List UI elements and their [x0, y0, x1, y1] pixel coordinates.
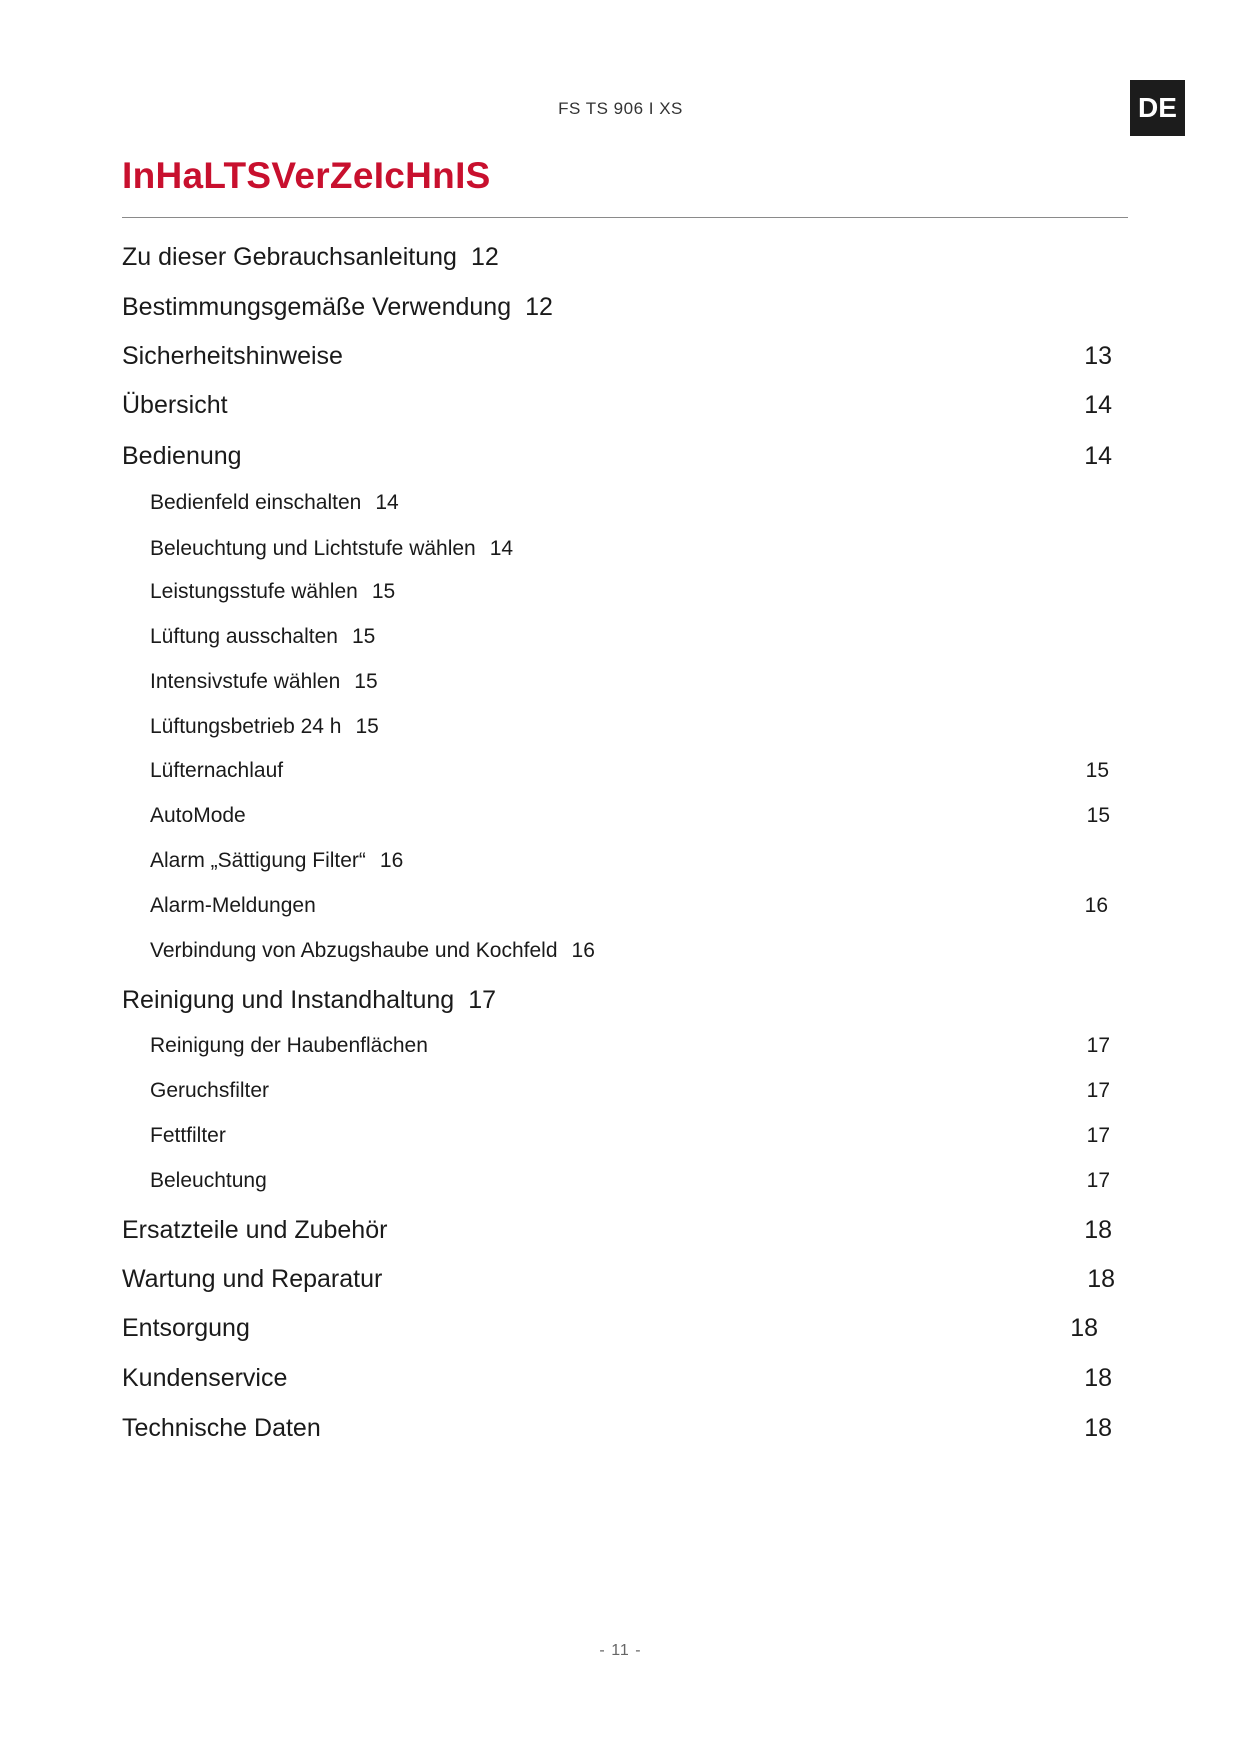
toc-entry-label: Bedienfeld einschalten	[150, 491, 362, 514]
toc-entry-page: 18	[1084, 1364, 1112, 1392]
toc-entry-page: 17	[1086, 1169, 1110, 1192]
toc-entry-kundenservice[interactable]	[122, 1364, 1122, 1393]
toc-entry-uebersicht[interactable]	[122, 391, 1122, 420]
toc-entry-page: 17	[1086, 1079, 1110, 1102]
toc-entry-label: Beleuchtung und Lichtstufe wählen	[150, 537, 476, 560]
toc-entry-label: Verbindung von Abzugshaube und Kochfeld	[150, 939, 558, 962]
toc-entry-label: Entsorgung	[122, 1314, 250, 1342]
toc-entry-label: Leistungsstufe wählen	[150, 580, 358, 603]
toc-entry-page: 17	[468, 986, 497, 1014]
toc-entry-zu-dieser-gebrauchsanleitung[interactable]	[122, 243, 1122, 272]
toc-entry-label: Lüftungsbetrieb 24 h	[150, 715, 342, 738]
toc-entry-label: Ersatzteile und Zubehör	[122, 1216, 388, 1244]
toc-entry-label: Kundenservice	[122, 1364, 288, 1392]
toc-entry-page: 18	[1087, 1265, 1115, 1293]
toc-entry-page: 16	[379, 849, 404, 872]
toc-entry-leistungsstufe-waehlen[interactable]	[150, 580, 1150, 604]
toc-entry-page: 16	[571, 939, 595, 962]
toc-entry-label: Übersicht	[122, 391, 228, 419]
toc-entry-label: Fettfilter	[150, 1124, 226, 1147]
toc-entry-page: 13	[1084, 342, 1112, 370]
toc-entry-sicherheitshinweise[interactable]	[122, 342, 1122, 371]
toc-entry-page: 16	[1084, 894, 1108, 917]
toc-entry-technische-daten[interactable]	[122, 1414, 1122, 1443]
toc-entry-page: 14	[1084, 442, 1112, 470]
toc-entry-label: Intensivstufe wählen	[150, 670, 341, 693]
toc-entry-reinigung-der-haubenflaechen[interactable]	[150, 1034, 1150, 1058]
toc-entry-label: Sicherheitshinweise	[122, 342, 343, 370]
toc-entry-verbindung-abzugshaube-kochfeld[interactable]	[150, 939, 1150, 963]
toc-entry-bedienung[interactable]	[122, 442, 1122, 471]
toc-entry-page: 15	[1085, 759, 1109, 782]
page-number: - 11 -	[599, 1642, 642, 1659]
toc-entry-page: 17	[1086, 1034, 1110, 1057]
toc-entry-bedienfeld-einschalten[interactable]	[150, 491, 1150, 515]
toc-entry-reinigung-und-instandhaltung[interactable]	[122, 986, 1122, 1015]
toc-entry-label: Zu dieser Gebrauchsanleitung	[122, 243, 457, 271]
toc-entry-page: 15	[354, 670, 378, 693]
toc-entry-page: 18	[1084, 1216, 1112, 1244]
toc-entry-page: 12	[470, 243, 499, 271]
toc-entry-automode[interactable]	[150, 804, 1150, 828]
title-divider	[122, 217, 1128, 218]
toc-entry-label: Lüftung ausschalten	[150, 625, 338, 648]
toc-entry-page: 14	[489, 537, 514, 560]
toc-entry-wartung-und-reparatur[interactable]	[122, 1265, 1122, 1294]
toc-entry-label: Beleuchtung	[150, 1169, 267, 1192]
toc-entry-ersatzteile-und-zubehoer[interactable]	[122, 1216, 1122, 1245]
toc-entry-label: Wartung und Reparatur	[122, 1265, 383, 1293]
toc-entry-label: Reinigung der Haubenflächen	[150, 1034, 428, 1057]
toc-entry-label: Bedienung	[122, 442, 242, 470]
toc-entry-page: 14	[1084, 391, 1112, 419]
toc-entry-beleuchtung-und-lichtstufe[interactable]	[150, 537, 1150, 561]
toc-entry-label: Alarm „Sättigung Filter“	[150, 849, 366, 872]
toc-entry-page: 18	[1084, 1414, 1112, 1442]
toc-entry-beleuchtung[interactable]	[150, 1169, 1150, 1193]
toc-entry-page: 15	[1086, 804, 1110, 827]
toc-entry-alarm-meldungen[interactable]	[150, 894, 1150, 918]
toc-entry-fettfilter[interactable]	[150, 1124, 1150, 1148]
toc-entry-label: Alarm-Meldungen	[150, 894, 316, 917]
toc-entry-page: 12	[525, 293, 553, 321]
toc-title: InHaLTSVerZeIcHnIS	[122, 155, 491, 196]
toc-entry-label: Lüfternachlauf	[150, 759, 284, 782]
toc-entry-label: Reinigung und Instandhaltung	[122, 986, 455, 1014]
language-badge: DE	[1130, 80, 1185, 136]
toc-entry-page: 15	[351, 625, 376, 648]
toc-entry-alarm-saettigung-filter[interactable]	[150, 849, 1150, 873]
toc-entry-label: Bestimmungsgemäße Verwendung	[122, 293, 512, 321]
toc-entry-label: AutoMode	[150, 804, 246, 827]
toc-entry-intensivstufe-waehlen[interactable]	[150, 670, 1150, 694]
toc-entry-bestimmungsgemaesse-verwendung[interactable]	[122, 293, 1122, 322]
toc-entry-lueftung-ausschalten[interactable]	[150, 625, 1150, 649]
toc-entry-page: 15	[355, 715, 379, 738]
toc-entry-page: 17	[1086, 1124, 1110, 1147]
toc-entry-geruchsfilter[interactable]	[150, 1079, 1150, 1103]
document-model-header: FS TS 906 I XS	[558, 99, 683, 118]
toc-entry-page: 15	[371, 580, 396, 603]
toc-entry-label: Geruchsfilter	[150, 1079, 270, 1102]
toc-entry-lueftungsbetrieb-24h[interactable]	[150, 715, 1150, 739]
toc-entry-page: 18	[1070, 1314, 1098, 1342]
toc-entry-page: 14	[375, 491, 399, 514]
toc-entry-entsorgung[interactable]	[122, 1314, 1122, 1343]
toc-entry-luefternachlauf[interactable]	[150, 759, 1150, 783]
toc-entry-label: Technische Daten	[122, 1414, 321, 1442]
